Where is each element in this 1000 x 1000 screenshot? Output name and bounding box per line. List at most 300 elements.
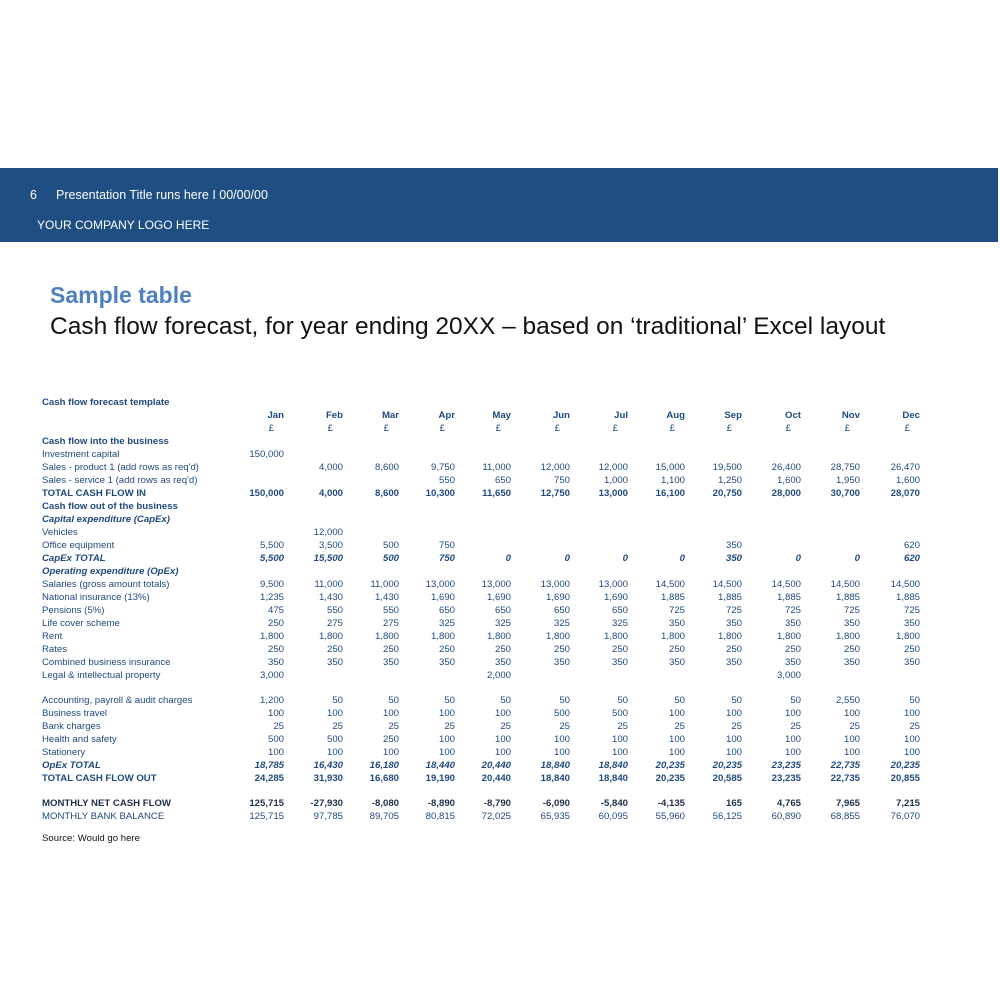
month-header: Feb [325, 410, 343, 421]
table-cell: 100 [494, 734, 511, 745]
table-cell: 250 [267, 618, 284, 629]
table-cell: 500 [611, 708, 628, 719]
table-cell: 100 [267, 747, 284, 758]
company-logo-placeholder: YOUR COMPANY LOGO HERE [37, 218, 210, 232]
row-label: Cash flow out of the business [42, 501, 178, 512]
currency-symbol: £ [327, 423, 333, 434]
table-cell: 500 [382, 553, 399, 564]
table-cell: -5,840 [600, 798, 628, 809]
table-cell: 550 [326, 605, 343, 616]
table-cell-empty [860, 526, 920, 539]
table-cell-empty [570, 785, 628, 797]
table-cell: 325 [494, 618, 511, 629]
table-cell: 72,025 [481, 811, 511, 822]
table-cell: 250 [438, 644, 455, 655]
table-cell: 1,800 [545, 631, 570, 642]
table-cell: 100 [784, 747, 801, 758]
table-cell: 56,125 [712, 811, 742, 822]
table-cell: 13,000 [598, 488, 628, 499]
table-cell: 89,705 [369, 811, 399, 822]
table-cell: 100 [494, 747, 511, 758]
table-cell-empty [570, 448, 628, 461]
table-cell-empty [511, 435, 570, 448]
table-cell-empty [801, 785, 860, 797]
table-cell: 725 [668, 605, 685, 616]
table-cell: 350 [903, 657, 920, 668]
table-cell-empty [860, 500, 920, 513]
table-cell-empty [343, 785, 399, 797]
table-cell: 1,885 [660, 592, 685, 603]
table-cell-empty [685, 526, 742, 539]
table-cell: 250 [725, 644, 742, 655]
table-cell: -4,135 [657, 798, 685, 809]
table-cell-empty [511, 785, 570, 797]
table-cell-empty [801, 565, 860, 578]
currency-symbol: £ [495, 423, 501, 434]
table-cell-empty [455, 539, 511, 552]
table-cell: -8,890 [427, 798, 455, 809]
table-cell: 100 [438, 708, 455, 719]
table-cell: 100 [438, 747, 455, 758]
table-cell: 50 [674, 695, 685, 706]
table-cell-empty [343, 474, 399, 487]
table-cell-empty [284, 785, 343, 797]
table-cell: 250 [382, 644, 399, 655]
row-label: Business travel [42, 708, 108, 719]
month-header: Mar [381, 410, 399, 421]
table-cell: 100 [326, 708, 343, 719]
currency-row [42, 422, 920, 435]
table-cell: 1,690 [545, 592, 570, 603]
table-row [42, 435, 920, 448]
table-cell: 100 [903, 734, 920, 745]
row-label: TOTAL CASH FLOW OUT [42, 773, 157, 784]
table-cell-empty [628, 669, 685, 682]
table-cell: 0 [854, 553, 860, 564]
table-cell-empty [511, 500, 570, 513]
table-cell: 26,400 [771, 462, 801, 473]
table-cell-empty [742, 513, 801, 526]
table-row [42, 694, 920, 707]
currency-symbol: £ [268, 423, 274, 434]
table-cell: 1,800 [835, 631, 860, 642]
table-cell: 24,285 [254, 773, 284, 784]
table-cell: 12,750 [540, 488, 570, 499]
table-cell: 350 [382, 657, 399, 668]
table-row [42, 526, 920, 539]
table-cell: -6,090 [542, 798, 570, 809]
table-cell: 3,000 [776, 670, 801, 681]
table-cell: 550 [438, 475, 455, 486]
table-cell-empty [860, 513, 920, 526]
table-cell: 250 [326, 644, 343, 655]
table-cell: 20,440 [481, 773, 511, 784]
table-cell: 250 [843, 644, 860, 655]
month-header: Nov [841, 410, 860, 421]
currency-symbol: £ [844, 423, 850, 434]
table-cell-empty [455, 448, 511, 461]
table-cell-empty [455, 682, 511, 694]
table-cell: 100 [611, 747, 628, 758]
table-cell: 5,500 [259, 540, 284, 551]
table-cell-empty [343, 396, 399, 409]
table-cell: 0 [679, 553, 685, 564]
slide-title: Sample table [50, 282, 192, 308]
table-cell-empty [284, 435, 343, 448]
table-cell: -27,930 [310, 798, 343, 809]
table-cell-empty [455, 785, 511, 797]
currency-symbol: £ [669, 423, 675, 434]
row-label: Legal & intellectual property [42, 670, 161, 681]
table-cell-empty [42, 422, 242, 435]
table-cell: 60,095 [598, 811, 628, 822]
table-cell: 25 [388, 721, 399, 732]
table-cell: 100 [267, 708, 284, 719]
table-cell: 4,000 [318, 462, 343, 473]
table-cell-empty [742, 396, 801, 409]
table-cell-empty [242, 396, 284, 409]
table-cell: 250 [494, 644, 511, 655]
currency-symbol: £ [554, 423, 560, 434]
table-cell: 650 [438, 605, 455, 616]
table-cell-empty [685, 513, 742, 526]
table-cell-empty [742, 785, 801, 797]
table-cell: 350 [843, 618, 860, 629]
cash-flow-table [42, 396, 920, 823]
row-label: Bank charges [42, 721, 101, 732]
table-cell: 4,765 [776, 798, 801, 809]
table-cell: 25 [444, 721, 455, 732]
table-cell: 3,000 [259, 670, 284, 681]
row-label: Office equipment [42, 540, 115, 551]
table-cell: 620 [903, 553, 920, 564]
row-label: CapEx TOTAL [42, 553, 106, 564]
table-cell: 28,070 [890, 488, 920, 499]
table-cell: 28,000 [771, 488, 801, 499]
table-cell: 18,840 [598, 773, 628, 784]
month-header: Oct [785, 410, 801, 421]
table-cell-empty [343, 435, 399, 448]
table-cell: 1,430 [318, 592, 343, 603]
table-cell: 11,650 [482, 488, 511, 499]
table-cell: 9,500 [259, 579, 284, 590]
table-cell: 475 [267, 605, 284, 616]
table-cell-empty [570, 669, 628, 682]
table-cell: 350 [438, 657, 455, 668]
table-cell: 1,200 [259, 695, 284, 706]
table-cell: 500 [553, 708, 570, 719]
table-cell-empty [860, 682, 920, 694]
table-cell: 350 [725, 657, 742, 668]
table-cell: 1,885 [835, 592, 860, 603]
table-cell-empty [42, 409, 242, 422]
table-cell-empty [570, 500, 628, 513]
table-cell: 650 [494, 605, 511, 616]
table-cell: 14,500 [890, 579, 920, 590]
table-cell: 100 [784, 734, 801, 745]
table-cell-empty [455, 500, 511, 513]
row-label: Stationery [42, 747, 86, 758]
header-bar [0, 168, 998, 242]
month-header: Aug [666, 410, 685, 421]
table-cell: 14,500 [655, 579, 685, 590]
header-title-line [30, 188, 268, 202]
table-cell-empty [801, 396, 860, 409]
table-cell: 50 [909, 695, 920, 706]
table-cell: 725 [903, 605, 920, 616]
table-cell: 125,715 [249, 811, 284, 822]
table-cell-empty [242, 785, 284, 797]
table-cell: 150,000 [249, 488, 284, 499]
table-cell: 350 [326, 657, 343, 668]
table-row [42, 720, 920, 733]
table-cell: 100 [843, 734, 860, 745]
table-cell-empty [511, 669, 570, 682]
table-cell: 15,000 [655, 462, 685, 473]
row-label: TOTAL CASH FLOW IN [42, 488, 146, 499]
table-cell: 2,550 [835, 695, 860, 706]
table-cell-empty [399, 682, 455, 694]
table-cell: 100 [784, 708, 801, 719]
table-cell: 1,800 [318, 631, 343, 642]
table-cell: 3,500 [318, 540, 343, 551]
table-cell-empty [343, 500, 399, 513]
table-cell-empty [511, 682, 570, 694]
table-cell-empty [284, 565, 343, 578]
slide-subtitle: Cash flow forecast, for year ending 20XX – based on ‘traditional’ Excel layout [50, 313, 886, 340]
table-cell: 350 [784, 618, 801, 629]
table-cell: 50 [332, 695, 343, 706]
table-cell: 50 [617, 695, 628, 706]
table-cell-empty [455, 396, 511, 409]
table-cell-empty [284, 669, 343, 682]
table-cell-empty [742, 500, 801, 513]
table-cell: 325 [438, 618, 455, 629]
table-cell-empty [399, 513, 455, 526]
table-cell-empty [242, 500, 284, 513]
table-cell: 250 [553, 644, 570, 655]
table-cell: 16,430 [313, 760, 343, 771]
table-cell: 1,000 [603, 475, 628, 486]
table-cell: 250 [784, 644, 801, 655]
table-row [42, 552, 920, 565]
table-row [42, 630, 920, 643]
table-cell: 55,960 [655, 811, 685, 822]
table-cell-empty [284, 513, 343, 526]
table-cell: 5,500 [259, 553, 284, 564]
table-cell: 60,890 [771, 811, 801, 822]
table-cell: 1,800 [486, 631, 511, 642]
table-cell: 28,750 [830, 462, 860, 473]
table-cell: 150,000 [249, 449, 284, 460]
table-cell-empty [801, 448, 860, 461]
table-cell: 50 [790, 695, 801, 706]
table-cell: 750 [553, 475, 570, 486]
table-cell: 725 [725, 605, 742, 616]
table-cell-empty [860, 435, 920, 448]
table-cell: 50 [731, 695, 742, 706]
table-cell: 20,235 [655, 760, 685, 771]
table-cell: 100 [553, 734, 570, 745]
table-cell: 1,600 [776, 475, 801, 486]
table-cell-empty [242, 565, 284, 578]
table-cell-empty [399, 526, 455, 539]
table-cell: 4,000 [318, 488, 343, 499]
table-row [42, 656, 920, 669]
table-cell: 16,100 [655, 488, 685, 499]
table-cell: 18,785 [254, 760, 284, 771]
row-label [42, 785, 242, 797]
row-label: OpEx TOTAL [42, 760, 101, 771]
currency-symbol: £ [612, 423, 618, 434]
table-cell-empty [399, 565, 455, 578]
row-label: Salaries (gross amount totals) [42, 579, 170, 590]
table-cell-empty [343, 669, 399, 682]
table-cell: 750 [438, 553, 455, 564]
table-cell: 500 [382, 540, 399, 551]
table-cell: 1,950 [835, 475, 860, 486]
table-cell: 20,440 [481, 760, 511, 771]
table-cell: 19,500 [712, 462, 742, 473]
table-row [42, 669, 920, 682]
table-cell-empty [860, 448, 920, 461]
table-cell-empty [685, 565, 742, 578]
row-label [42, 682, 242, 694]
table-cell: 550 [382, 605, 399, 616]
table-cell-empty [860, 565, 920, 578]
month-header: Jun [552, 410, 570, 421]
table-cell-empty [685, 448, 742, 461]
table-row [42, 772, 920, 785]
table-cell: 650 [611, 605, 628, 616]
table-cell: 13,000 [425, 579, 455, 590]
table-cell-empty [399, 669, 455, 682]
table-cell: 65,935 [540, 811, 570, 822]
table-cell: 100 [382, 708, 399, 719]
table-cell: 50 [500, 695, 511, 706]
table-cell: 100 [611, 734, 628, 745]
table-caption-row [42, 396, 920, 409]
table-cell-empty [860, 785, 920, 797]
table-cell: 0 [622, 553, 628, 564]
table-cell: 100 [668, 708, 685, 719]
row-label: Sales - product 1 (add rows as req'd) [42, 462, 200, 473]
table-cell: 350 [903, 618, 920, 629]
table-cell-empty [685, 396, 742, 409]
table-cell: 1,800 [374, 631, 399, 642]
table-cell: 25 [674, 721, 685, 732]
table-cell-empty [570, 565, 628, 578]
table-cell: 350 [668, 657, 685, 668]
table-cell: 1,690 [430, 592, 455, 603]
table-row [42, 733, 920, 746]
row-label: National insurance (13%) [42, 592, 150, 603]
table-cell: 100 [843, 747, 860, 758]
table-caption: Cash flow forecast template [42, 397, 170, 408]
table-cell: 650 [494, 475, 511, 486]
table-cell: 1,800 [895, 631, 920, 642]
table-cell-empty [284, 396, 343, 409]
table-cell-empty [399, 396, 455, 409]
table-cell-empty [628, 448, 685, 461]
table-cell-empty [455, 526, 511, 539]
table-row [42, 474, 920, 487]
table-cell-empty [685, 669, 742, 682]
table-cell-empty [570, 526, 628, 539]
row-label: MONTHLY BANK BALANCE [42, 811, 165, 822]
table-cell: 50 [388, 695, 399, 706]
table-row [42, 448, 920, 461]
table-cell: 18,440 [425, 760, 455, 771]
table-cell: 19,190 [425, 773, 455, 784]
table-cell: 100 [725, 747, 742, 758]
table-cell-empty [343, 526, 399, 539]
table-cell: 30,700 [830, 488, 860, 499]
table-cell-empty [628, 682, 685, 694]
table-cell-empty [801, 669, 860, 682]
table-cell: 7,965 [835, 798, 860, 809]
table-cell: 1,235 [259, 592, 284, 603]
table-cell-empty [570, 435, 628, 448]
table-cell: 275 [382, 618, 399, 629]
table-cell: 1,690 [603, 592, 628, 603]
currency-symbol: £ [904, 423, 910, 434]
month-header: Apr [438, 410, 455, 421]
table-cell-empty [685, 785, 742, 797]
table-row [42, 810, 920, 823]
row-label: Investment capital [42, 449, 120, 460]
row-label: Accounting, payroll & audit charges [42, 695, 193, 706]
table-cell: 100 [326, 747, 343, 758]
table-cell: 8,600 [374, 462, 399, 473]
table-row [42, 565, 920, 578]
table-row [42, 707, 920, 720]
row-label: Capital expenditure (CapEx) [42, 514, 170, 525]
month-header: Jul [614, 410, 628, 421]
table-cell: 350 [725, 540, 742, 551]
table-cell-empty [860, 396, 920, 409]
currency-symbol: £ [439, 423, 445, 434]
table-cell: 500 [267, 734, 284, 745]
table-cell-empty [801, 513, 860, 526]
table-cell: 1,690 [486, 592, 511, 603]
table-cell: 100 [903, 747, 920, 758]
table-cell-empty [570, 682, 628, 694]
table-cell: 20,585 [712, 773, 742, 784]
table-cell: 100 [668, 734, 685, 745]
row-label: Rates [42, 644, 68, 655]
table-cell: 22,735 [830, 773, 860, 784]
table-cell: 25 [790, 721, 801, 732]
table-cell: 12,000 [540, 462, 570, 473]
spacer-row [42, 785, 920, 797]
table-cell: 1,600 [895, 475, 920, 486]
table-cell: 1,885 [717, 592, 742, 603]
table-cell: 20,235 [712, 760, 742, 771]
table-cell: 25 [617, 721, 628, 732]
table-cell-empty [685, 500, 742, 513]
table-cell: 12,000 [313, 527, 343, 538]
table-cell: 750 [438, 540, 455, 551]
table-cell: 350 [553, 657, 570, 668]
table-cell: 350 [611, 657, 628, 668]
table-cell: 20,750 [712, 488, 742, 499]
table-row [42, 513, 920, 526]
table-cell: 1,800 [430, 631, 455, 642]
table-cell-empty [801, 539, 860, 552]
table-cell-empty [511, 565, 570, 578]
table-row [42, 617, 920, 630]
